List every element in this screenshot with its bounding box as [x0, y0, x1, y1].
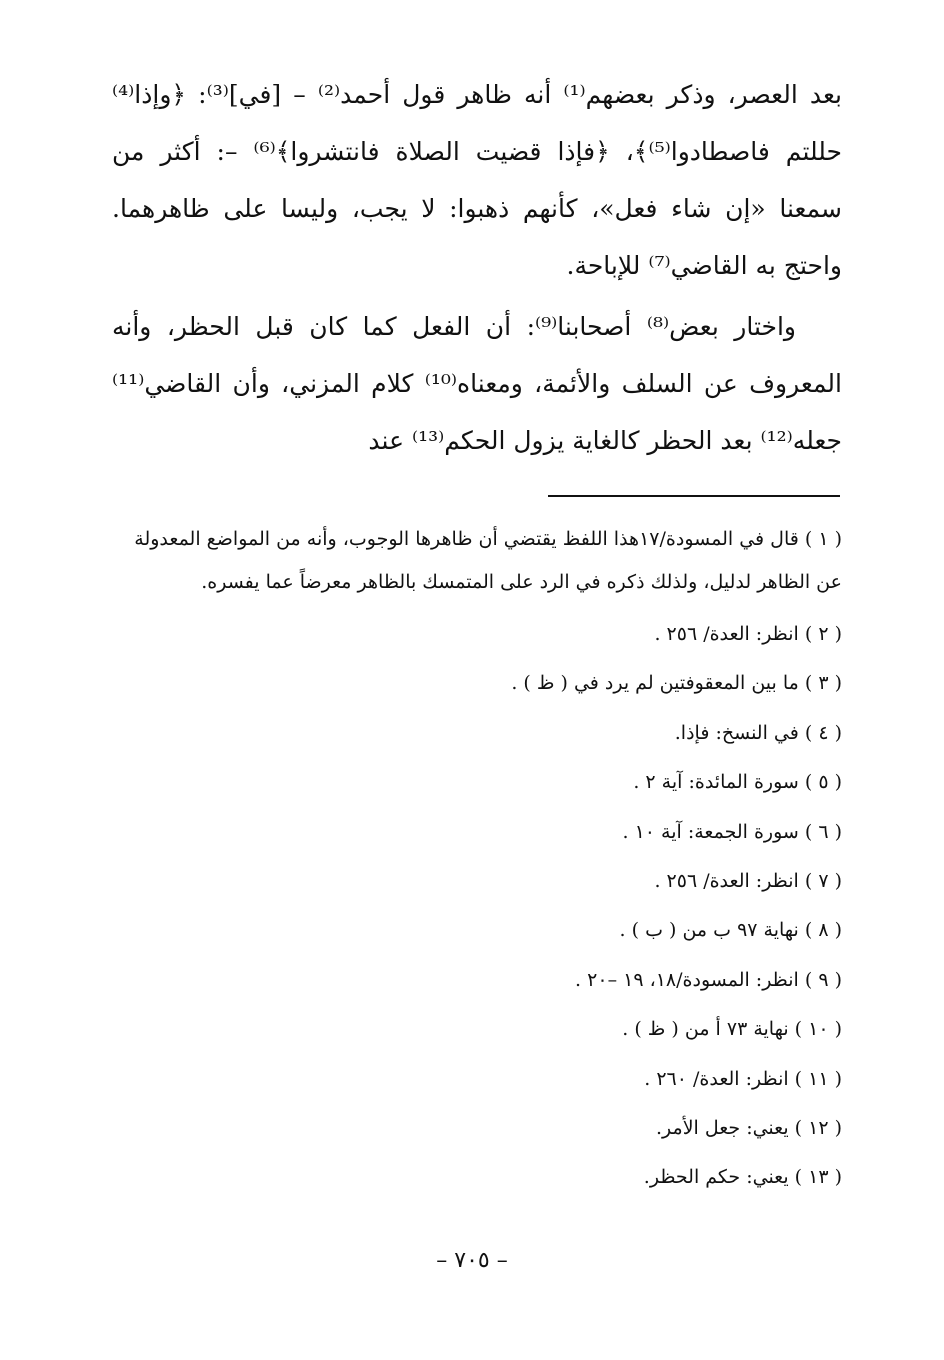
footnote-13: ( ١٣ ) يعني: حكم الحظر. — [643, 1166, 842, 1189]
footnote-5: ( ٥ ) سورة المائدة: آية ٢ . — [633, 771, 842, 794]
footnotes — [110, 518, 842, 1203]
footnote-11: ( ١١ ) انظر: العدة/ ٢٦٠ . — [644, 1067, 842, 1090]
footnote-12: ( ١٢ ) يعني: جعل الأمر. — [656, 1117, 842, 1140]
paragraph-2: واختار بعض⁽⁸⁾ أصحابنا⁽⁹⁾: أن الفعل كما كان قبل الحظر، وأنه المعروف عن السلف والأئمة، ومعناه⁽¹⁰⁾ كلام المزني، وأن القاضي⁽¹¹⁾ جعله⁽¹²⁾ بعد الحظر كالغاية يزول الحكم⁽¹³⁾ عند — [112, 312, 842, 455]
paragraph-1: بعد العصر، وذكر بعضهم⁽¹⁾ أنه ظاهر قول أحمد⁽²⁾ – [في]⁽³⁾: ﴿وإذا⁽⁴⁾ حللتم فاصطادوا⁽⁵⁾﴾، ﴿فإذا قضيت الصلاة فانتشروا﴾⁽⁶⁾ –: أكثر من سمعنا «إن شاء فعل»، كأنهم ذهبوا: لا يجب، وليسا على ظاهرهما. واحتج به القاضي⁽⁷⁾ للإباحة. — [112, 80, 843, 280]
footnote-10: ( ١٠ ) نهاية ٧٣ أ من ( ظ ) . — [622, 1018, 842, 1041]
main-text — [112, 66, 842, 469]
page-number: – ٧٠٥ – — [436, 1248, 508, 1273]
footnote-9: ( ٩ ) انظر: المسودة/١٨، ١٩ –٢٠ . — [575, 968, 842, 991]
footnote-separator — [548, 495, 840, 497]
footnote-6: ( ٦ ) سورة الجمعة: آية ١٠ . — [622, 820, 842, 843]
footnote-3: ( ٣ ) ما بين المعقوفتين لم يرد في ( ظ ) . — [511, 672, 842, 695]
footnote-7: ( ٧ ) انظر: العدة/ ٢٥٦ . — [654, 870, 842, 893]
footnote-4: ( ٤ ) في النسخ: فإذا. — [674, 721, 842, 744]
footnote-8: ( ٨ ) نهاية ٩٧ ب من ( ب ) . — [619, 919, 842, 942]
footnote-1: ( ١ ) قال في المسودة/١٧هذا اللفظ يقتضي أن ظاهرها الوجوب، وأنه من المواضع المعدولة عن الظاهر لدليل، ولذلك ذكره في الرد على المتمسك بالظاهر معرضاً عما يفسره. — [134, 528, 842, 593]
footnote-2: ( ٢ ) انظر: العدة/ ٢٥٦ . — [654, 623, 842, 645]
